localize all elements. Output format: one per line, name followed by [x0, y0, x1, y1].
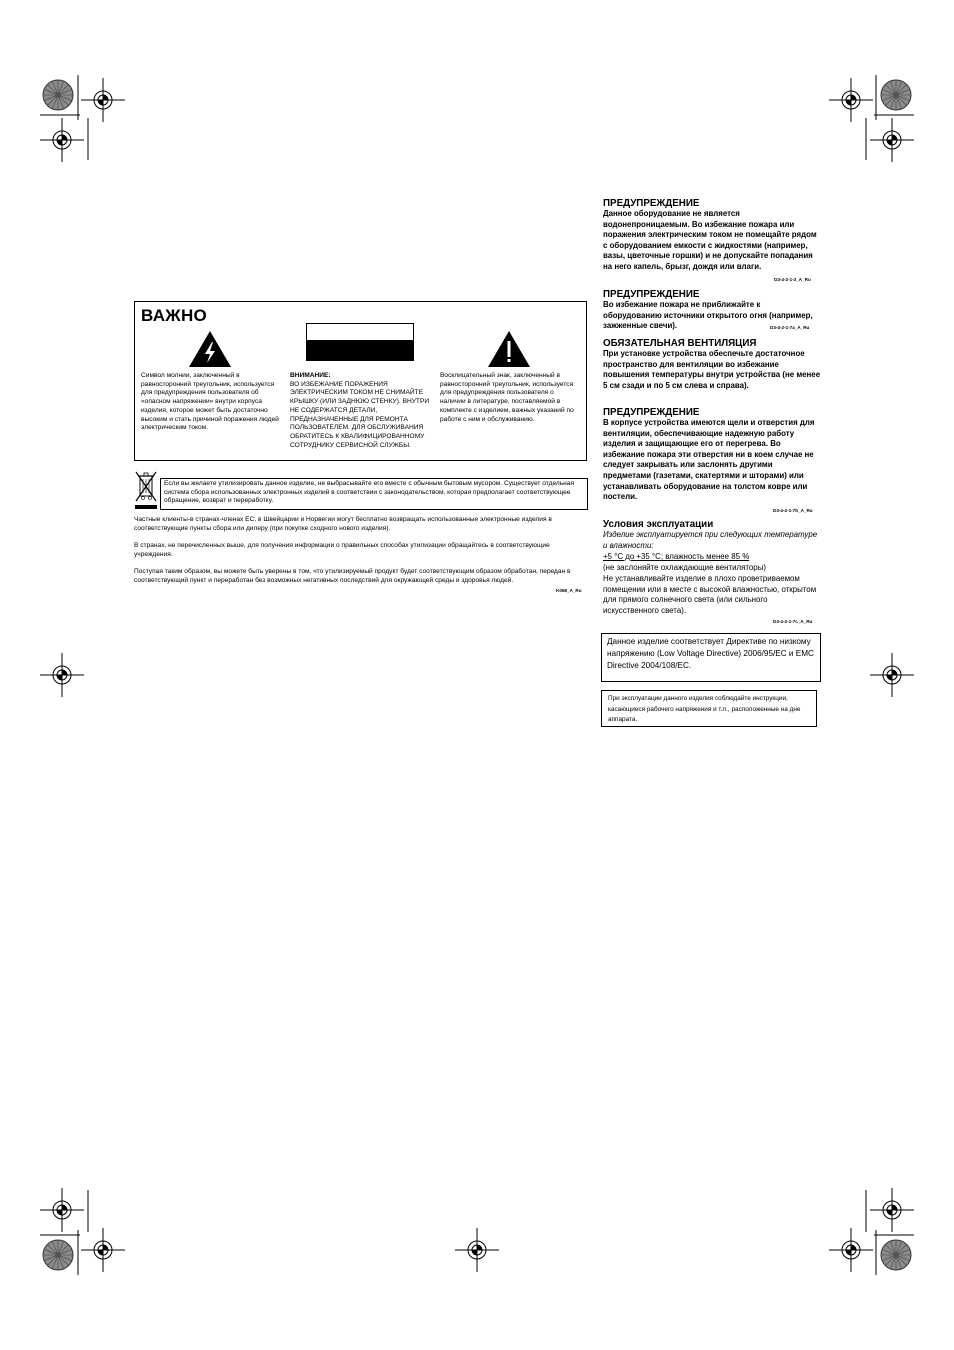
lightning-symbol-description: Символ молнии, заключенный в равносторонний треугольник, используется для предупреждения пользователя об «опасном напряжении» внутри корпуса изделия, которое может быть достаточно высоким и стать причиной поражения людей электрическим током.	[141, 372, 279, 432]
exclamation-warning-icon	[487, 330, 531, 368]
warning-openings-title: ПРЕДУПРЕЖДЕНИЕ	[603, 407, 700, 418]
conditions-title: Условия эксплуатации	[603, 519, 714, 530]
warning-openings-text: В корпусе устройства имеются щели и отверстия для вентиляции, обеспечивающие надежную работу изделия и защищающие его от перегрева. Во избежание пожара эти отверстия ни в коем случае не следует закрывать или заслонять другими предметами (газетами, скатертями и шторами) или устанавливать оборудование на толстом ковре или постели.	[603, 418, 815, 502]
warning-water-ref: D3-4-2-1-3_A_Ru	[774, 277, 811, 282]
important-title: ВАЖНО	[141, 306, 208, 325]
warning-water-title: ПРЕДУПРЕЖДЕНИЕ	[603, 198, 700, 209]
conditions-intro: Изделие эксплуатируется при следующих температуре и влажности:	[603, 530, 818, 550]
ventilation-text: При установке устройства обеспечьте достаточное пространство для вентиляции во избежание повышения температуры внутри устройства (не менее 5 см сзади и по 5 см слева и справа).	[603, 349, 821, 390]
lightning-warning-icon	[188, 330, 232, 368]
warning-openings-ref: D3-4-2-1-7b_A_Ru	[773, 508, 813, 513]
caution-label: ВНИМАНИЕ:	[290, 372, 331, 379]
lvd-compliance-text: Данное изделие соответствует Директиве по низкому напряжению (Low Voltage Directive) 2006/95/EC и EMC Directive 2004/108/EC.	[607, 637, 814, 670]
warning-fire-text: Во избежание пожара не приближайте к оборудованию источники открытого огня (например, зажженные свечи).	[603, 300, 813, 331]
caution-text: ВО ИЗБЕЖАНИЕ ПОРАЖЕНИЯ ЭЛЕКТРИЧЕСКИМ ТОКОМ НЕ СНИМАЙТЕ КРЫШКУ (ИЛИ ЗАДНЮЮ СТЕНКУ). ВНУТРИ НЕ СОДЕРЖАТСЯ ДЕТАЛИ, ПРЕДНАЗНАЧЕННЫЕ ДЛЯ РЕМОНТА ПОЛЬЗОВАТЕЛЕМ. ДЛЯ ОБСЛУЖИВАНИЯ ОБРАТИТЕСЬ К КВАЛИФИЦИРОВАННОМУ СОТРУДНИКУ СЕРВИСНОЙ СЛУЖБЫ.	[290, 380, 430, 449]
warning-fire-ref: D3-4-2-1-7a_A_Ru	[770, 325, 810, 330]
weee-paragraph-assurance: Поступая таким образом, вы можете быть уверены в том, что утилизируемый продукт будет соответствующим образом обработан, передан в соответствующий пункт и переработан без возможных негативных последствий для окружающей среды и здоровья людей.	[134, 568, 571, 584]
ventilation-title: ОБЯЗАТЕЛЬНАЯ ВЕНТИЛЯЦИЯ	[603, 338, 757, 349]
warning-fire-title: ПРЕДУПРЕЖДЕНИЕ	[603, 289, 700, 300]
operating-voltage-text: При эксплуатации данного изделия соблюдайте инструкции, касающиеся рабочего напряжения и т.л., расположенные на дне аппарата.	[608, 695, 801, 724]
conditions-ref: D3-4-2-1-7c_A_Ru	[773, 619, 813, 624]
weee-paragraph-other: В странах, не перечисленных выше, для получения информации о правильных способах утилизации обращайтесь в соответствующие учреждения.	[134, 542, 550, 558]
weee-notice-text: Если вы желаете утилизировать данное изделие, не выбрасывайте его вместе с обычным бытовым мусором. Существует отдельная система сбора использованных электронных изделий в соответствии с законодательством, которая предполагает соответствующее обращение, возврат и переработку.	[164, 480, 575, 505]
warning-water-text: Данное оборудование не является водонепроницаемым. Во избежание пожара или поражения электрическим током не помещайте рядом с оборудованием емкости с жидкостями (например, вазы, цветочные горшки) и не допускайте попадания на него капель, брызг, дождя или влаги.	[603, 209, 817, 271]
caution-description	[290, 372, 436, 450]
conditions-text: Не устанавливайте изделие в плохо проветриваемом помещении или в месте с высокой влажностью, открытом для прямого солнечного света (или сильного искусственного света).	[603, 574, 817, 615]
weee-paragraph-eu: Частные клиенты-в странах-членах ЕС, в Швейцарии и Норвегии могут бесплатно возвращать использованные электронные изделия в соответствующие пункты сбора или дилеру (при покупке сходного нового изделия).	[134, 516, 552, 532]
exclamation-symbol-description: Восклицательный знак, заключенный в равносторонний треугольник, используется для предупреждения пользователя о наличии в литературе, поставляемой в комплекте с изделием, важных указаний по работе с ним и обслуживанию.	[440, 372, 574, 423]
caution-label-panel	[306, 323, 414, 361]
conditions-range: +5 °C до +35 °C; влажность менее 85 %	[603, 552, 750, 561]
conditions-note: (не заслоняйте охлаждающие вентиляторы)	[603, 563, 766, 572]
weee-reference-code: K058_A_Ru	[556, 588, 582, 593]
crossed-bin-icon	[134, 470, 158, 510]
